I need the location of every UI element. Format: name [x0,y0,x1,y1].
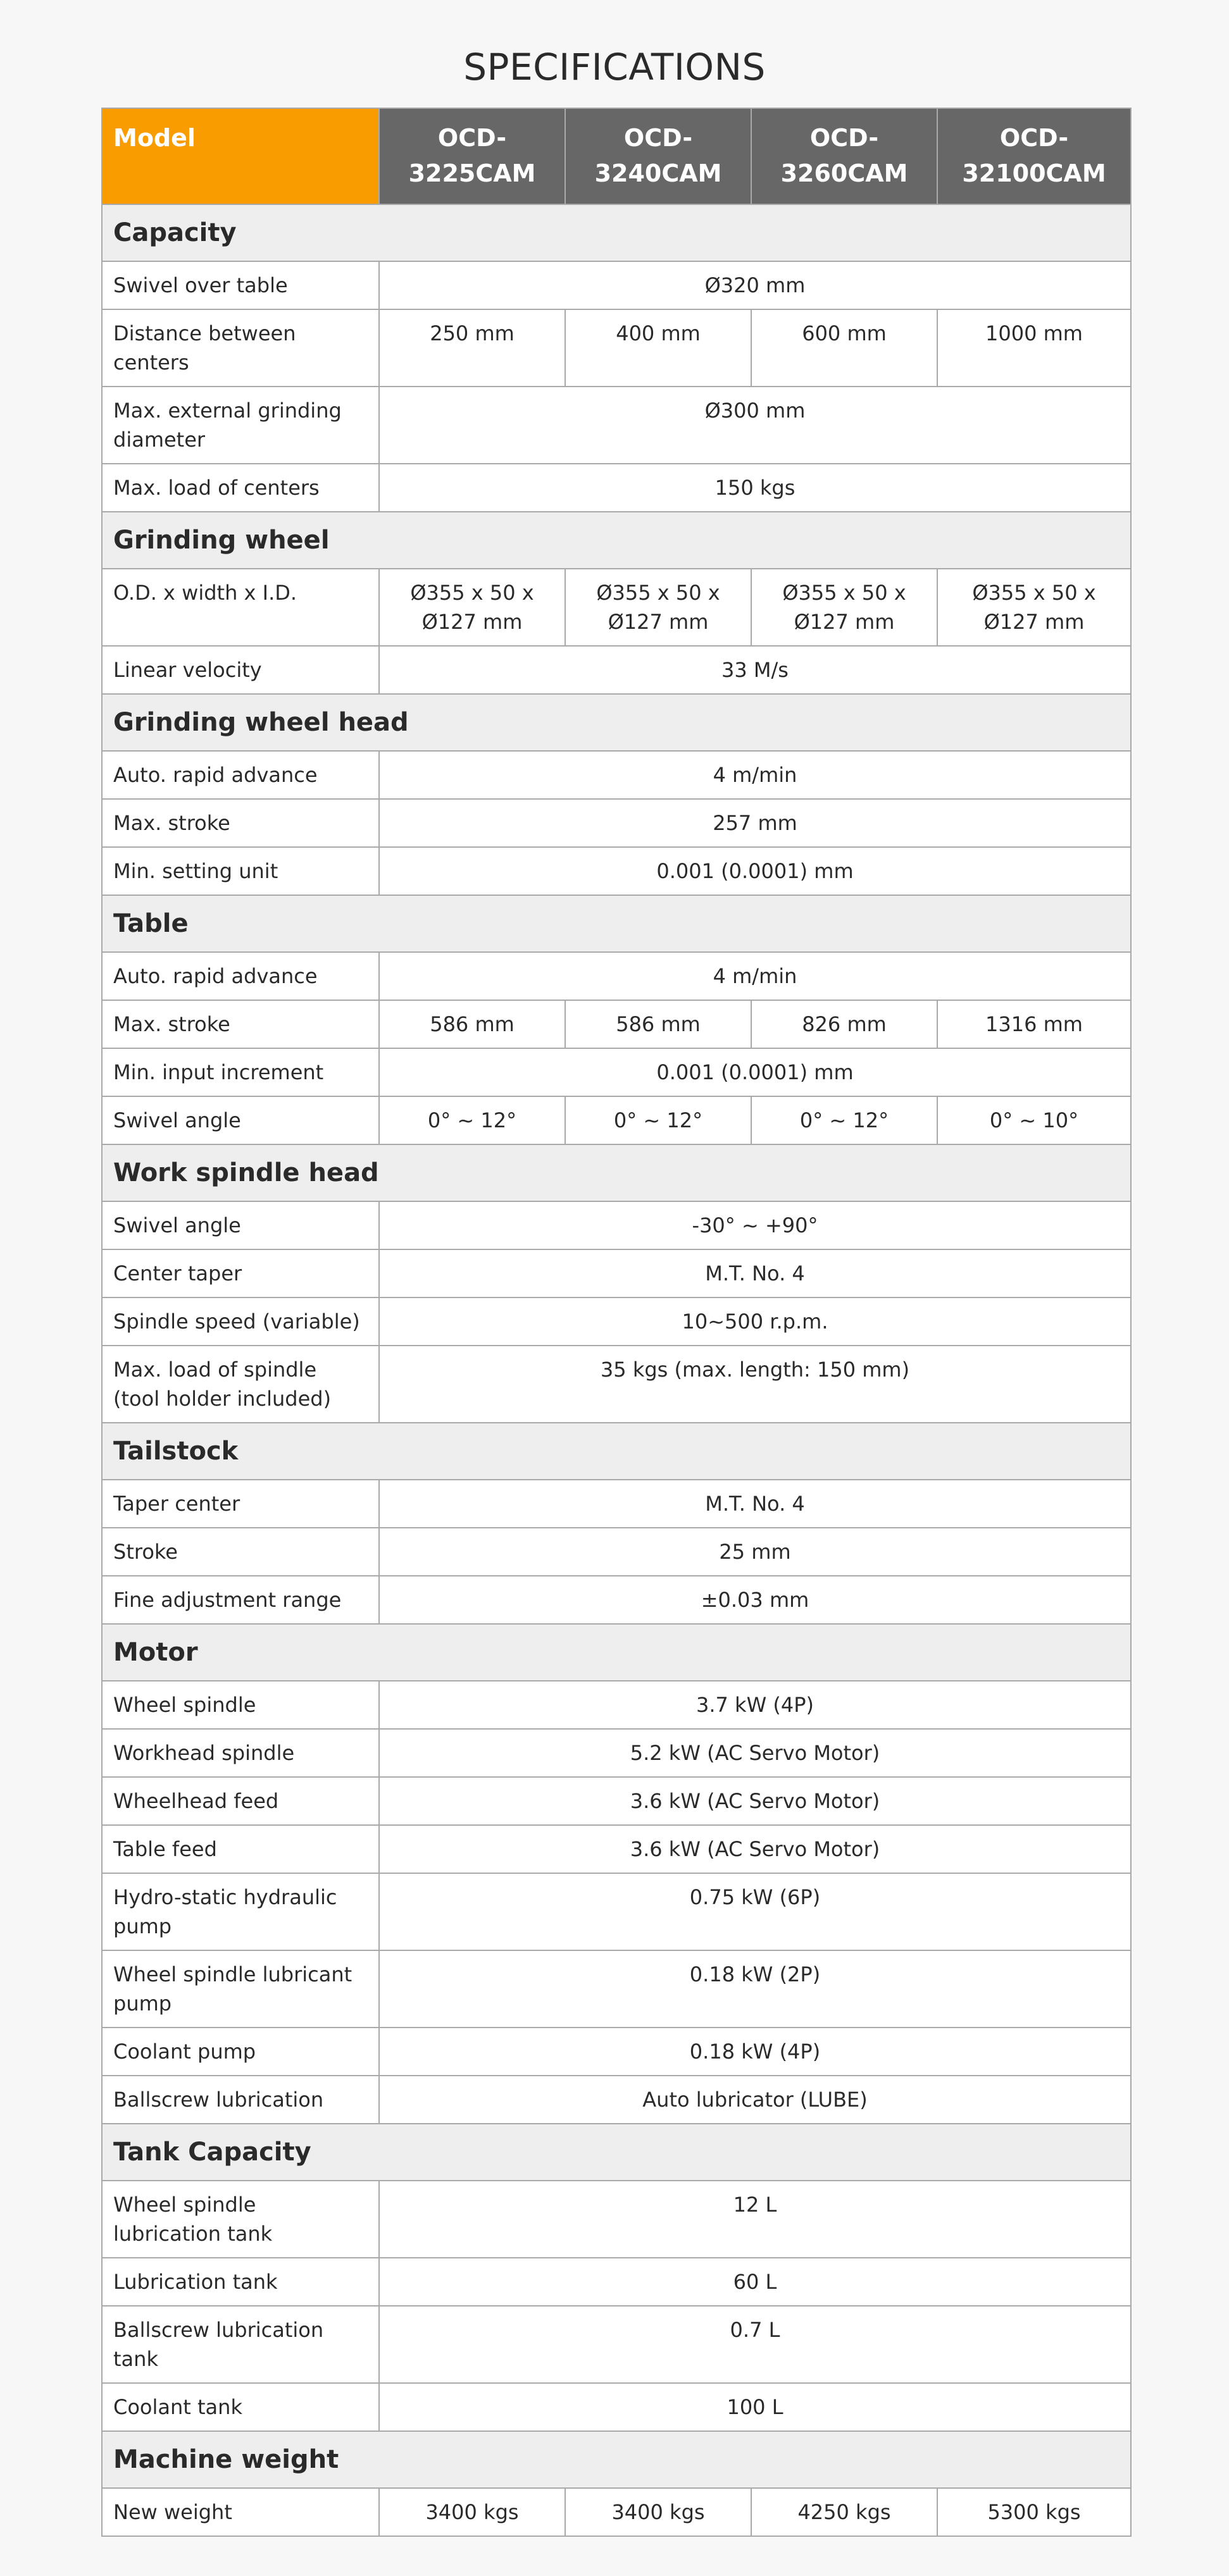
table-row [102,1873,1131,1950]
table-row [102,1000,1131,1048]
spec-value: Ø355 x 50 x Ø127 mm [379,569,565,646]
spec-value: 150 kgs [379,464,1131,512]
spec-value: 0.7 L [379,2306,1131,2383]
spec-value: Ø320 mm [379,261,1131,309]
spec-value: 33 M/s [379,646,1131,694]
table-row [102,2306,1131,2383]
table-header-row [102,108,1131,204]
spec-label: Wheel spindle lubrication tank [102,2181,379,2258]
page-title: SPECIFICATIONS [463,46,766,89]
spec-value: Ø355 x 50 x Ø127 mm [565,569,751,646]
spec-value: 0.18 kW (2P) [379,1950,1131,2028]
spec-value: 826 mm [751,1000,937,1048]
spec-value: 35 kgs (max. length: 150 mm) [379,1346,1131,1423]
spec-label: Lubrication tank [102,2258,379,2306]
spec-value: 250 mm [379,309,565,387]
section-header-capacity [102,204,1131,261]
spec-value: -30° ~ +90° [379,1201,1131,1249]
table-row [102,387,1131,464]
section-header-grinding-wheel [102,512,1131,569]
table-row [102,1297,1131,1346]
section-title: Table [102,895,1131,952]
spec-label: O.D. x width x I.D. [102,569,379,646]
section-header-table [102,895,1131,952]
spec-value: 586 mm [379,1000,565,1048]
section-header-tank-capacity [102,2124,1131,2181]
model-header-label: Model [102,108,379,204]
section-title: Tailstock [102,1423,1131,1480]
spec-label: Max. load of spindle (tool holder included) [102,1346,379,1423]
spec-value: 100 L [379,2383,1131,2431]
table-row [102,1950,1131,2028]
table-row [102,847,1131,895]
specifications-table [101,108,1132,2537]
spec-label: Ballscrew lubrication [102,2076,379,2124]
model-column-header: OCD-32100CAM [937,108,1131,204]
spec-label: Coolant tank [102,2383,379,2431]
table-row [102,1048,1131,1096]
table-row [102,1249,1131,1297]
table-row [102,309,1131,387]
table-row [102,2383,1131,2431]
section-title: Motor [102,1624,1131,1681]
spec-label: Taper center [102,1480,379,1528]
spec-label: Spindle speed (variable) [102,1297,379,1346]
spec-value: 1316 mm [937,1000,1131,1048]
spec-value: 0.001 (0.0001) mm [379,847,1131,895]
spec-label: Workhead spindle [102,1729,379,1777]
model-column-header: OCD-3260CAM [751,108,937,204]
spec-label: Swivel over table [102,261,379,309]
spec-value: ±0.03 mm [379,1576,1131,1624]
model-column-header: OCD-3225CAM [379,108,565,204]
section-title: Capacity [102,204,1131,261]
spec-value: 0.001 (0.0001) mm [379,1048,1131,1096]
section-header-machine-weight [102,2431,1131,2488]
table-row [102,1825,1131,1873]
spec-label: Swivel angle [102,1201,379,1249]
table-row [102,1480,1131,1528]
spec-value: 4250 kgs [751,2488,937,2536]
spec-label: Fine adjustment range [102,1576,379,1624]
spec-value: 4 m/min [379,751,1131,799]
spec-value: 0.75 kW (6P) [379,1873,1131,1950]
table-row [102,569,1131,646]
section-header-work-spindle-head [102,1144,1131,1201]
table-row [102,1729,1131,1777]
spec-value: Ø355 x 50 x Ø127 mm [751,569,937,646]
spec-label: Min. input increment [102,1048,379,1096]
spec-value: Ø355 x 50 x Ø127 mm [937,569,1131,646]
spec-value: 5.2 kW (AC Servo Motor) [379,1729,1131,1777]
table-row [102,1528,1131,1576]
spec-label: Auto. rapid advance [102,952,379,1000]
table-row [102,2076,1131,2124]
spec-label: Auto. rapid advance [102,751,379,799]
spec-label: Hydro-static hydraulic pump [102,1873,379,1950]
spec-label: Max. stroke [102,1000,379,1048]
model-column-header: OCD-3240CAM [565,108,751,204]
table-row [102,1576,1131,1624]
table-row [102,952,1131,1000]
spec-value: 1000 mm [937,309,1131,387]
spec-value: 0° ~ 10° [937,1096,1131,1144]
spec-label: Max. stroke [102,799,379,847]
spec-label: Max. external grinding diameter [102,387,379,464]
table-row [102,1096,1131,1144]
spec-label: Max. load of centers [102,464,379,512]
spec-label: Swivel angle [102,1096,379,1144]
spec-value: 400 mm [565,309,751,387]
spec-label: Table feed [102,1825,379,1873]
spec-value: M.T. No. 4 [379,1480,1131,1528]
table-row [102,2028,1131,2076]
spec-value: 3.6 kW (AC Servo Motor) [379,1825,1131,1873]
table-row [102,464,1131,512]
spec-label: Stroke [102,1528,379,1576]
spec-label: Ballscrew lubrication tank [102,2306,379,2383]
spec-value: 10~500 r.p.m. [379,1297,1131,1346]
spec-value: 4 m/min [379,952,1131,1000]
spec-label: Wheelhead feed [102,1777,379,1825]
spec-value: 3400 kgs [379,2488,565,2536]
spec-value: 5300 kgs [937,2488,1131,2536]
spec-value: 3.7 kW (4P) [379,1681,1131,1729]
section-header-grinding-wheel-head [102,694,1131,751]
table-row [102,2488,1131,2536]
section-title: Grinding wheel head [102,694,1131,751]
table-row [102,1777,1131,1825]
section-header-motor [102,1624,1131,1681]
spec-label: Wheel spindle lubricant pump [102,1950,379,2028]
spec-label: Coolant pump [102,2028,379,2076]
spec-value: Ø300 mm [379,387,1131,464]
spec-value: 12 L [379,2181,1131,2258]
section-title: Tank Capacity [102,2124,1131,2181]
spec-value: 600 mm [751,309,937,387]
spec-label: New weight [102,2488,379,2536]
spec-label: Wheel spindle [102,1681,379,1729]
section-header-tailstock [102,1423,1131,1480]
table-row [102,1681,1131,1729]
spec-value: Auto lubricator (LUBE) [379,2076,1131,2124]
spec-value: 3.6 kW (AC Servo Motor) [379,1777,1131,1825]
spec-value: 586 mm [565,1000,751,1048]
spec-label: Min. setting unit [102,847,379,895]
table-row [102,1346,1131,1423]
spec-label: Distance between centers [102,309,379,387]
specifications-body [102,204,1131,2536]
spec-value: 0° ~ 12° [379,1096,565,1144]
spec-value: 0° ~ 12° [565,1096,751,1144]
table-row [102,646,1131,694]
table-row [102,2181,1131,2258]
spec-label: Center taper [102,1249,379,1297]
section-title: Grinding wheel [102,512,1131,569]
section-title: Machine weight [102,2431,1131,2488]
table-row [102,1201,1131,1249]
table-row [102,261,1131,309]
table-row [102,799,1131,847]
spec-label: Linear velocity [102,646,379,694]
spec-value: 25 mm [379,1528,1131,1576]
section-title: Work spindle head [102,1144,1131,1201]
spec-value: 0.18 kW (4P) [379,2028,1131,2076]
spec-value: 0° ~ 12° [751,1096,937,1144]
spec-value: M.T. No. 4 [379,1249,1131,1297]
spec-value: 3400 kgs [565,2488,751,2536]
table-row [102,2258,1131,2306]
table-row [102,751,1131,799]
spec-value: 257 mm [379,799,1131,847]
spec-value: 60 L [379,2258,1131,2306]
